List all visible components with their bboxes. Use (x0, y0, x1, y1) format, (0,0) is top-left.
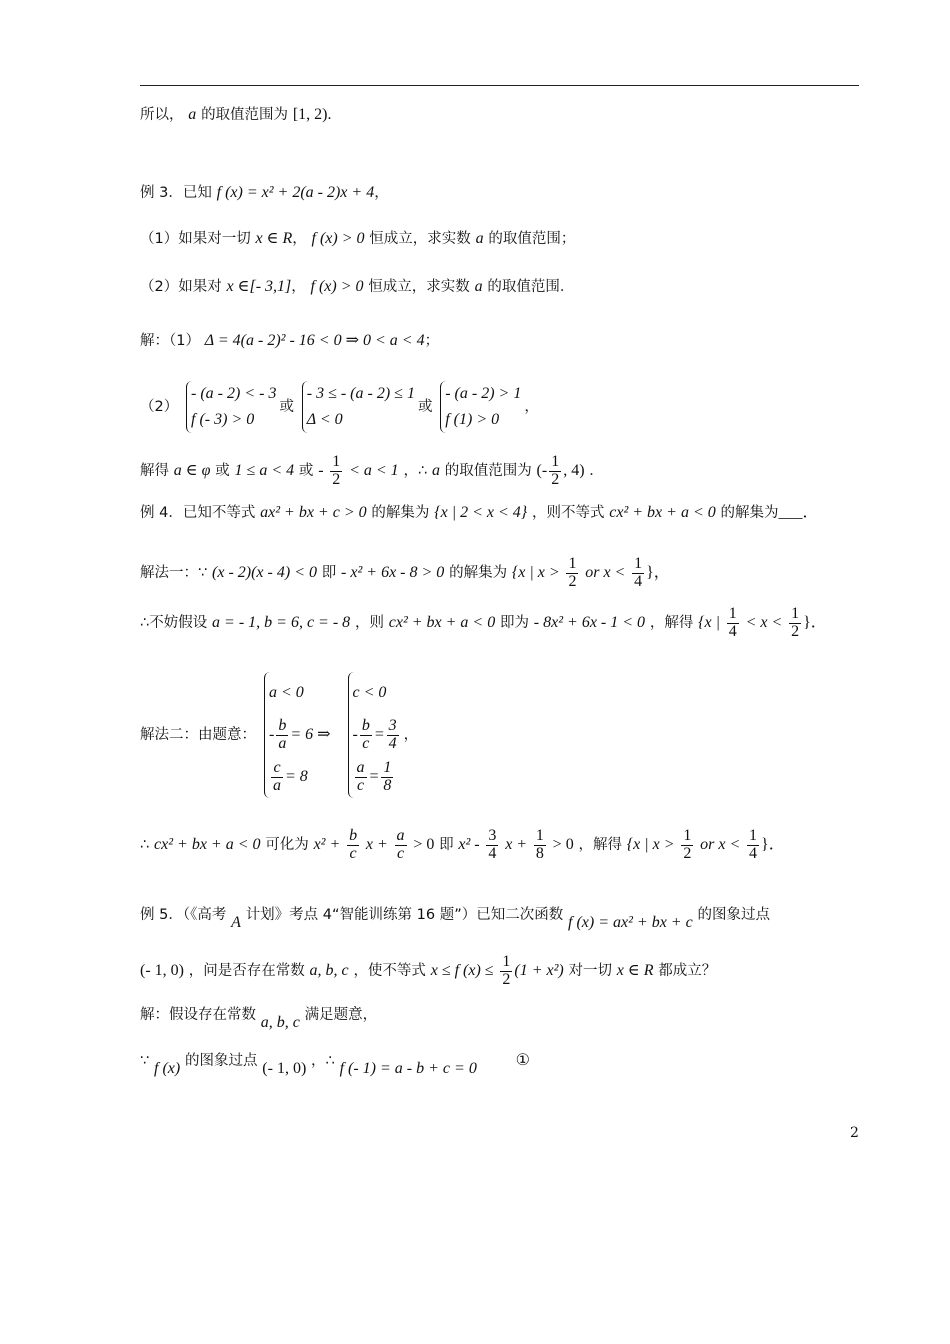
fraction: $\frac{3}{4}$ (388, 716, 397, 752)
fraction: $\frac{b}{a}$ (278, 716, 287, 752)
example-5-line-4: ∵ f (x) 的图象过点 (- 1, 0) ，∴ f (- 1) = a - b + c = 0 ① (140, 1052, 530, 1077)
fraction: $\frac{3}{4}$ (488, 826, 497, 862)
fraction: $\frac{1}{8}$ (383, 758, 392, 794)
fraction: $\frac{1}{2}$ (551, 452, 560, 488)
fraction: $\frac{b}{c}$ (349, 826, 358, 862)
method-1-line-1: 解法一：∵ (x - 2)(x - 4) < 0 即 - x² + 6x - 8 > 0 的解集为 {x | x > $\frac{1}{2}$ or x < $\frac{1}{4}$ }， (140, 554, 670, 590)
method-1-line-2: ∴不妨假设 a = - 1, b = 6, c = - 8 ，则 cx² + bx + a < 0 即为 - 8x² + 6x - 1 < 0 ，解得 {x | $\frac{1}{4}$ < x < $\frac{1}{2}$ }． (140, 604, 827, 640)
solution-3-result: 解得 a ∈ φ 或 1 ≤ a < 4 或 - $\frac{1}{2}$ < a < 1 ，∴ a 的取值范围为 (- $\frac{1}{2}$ , 4) ． (140, 452, 604, 488)
fraction: $\frac{c}{a}$ (273, 758, 281, 794)
fraction: $\frac{a}{c}$ (396, 826, 405, 862)
method-2-system: 解法二：由题意： a < 0 - $\frac{b}{a}$ = 6 ⇒ $\frac{c}{a}$ = 8 c < 0 - $\frac{b}{c}$ = $\frac{3}{4}$ $\frac{a}{c}$ = $\frac{1}{8}$ ， (140, 660, 418, 810)
page-number: 2 (850, 1125, 859, 1141)
fraction: $\frac{1}{2}$ (683, 826, 692, 862)
solution-3-part-1: 解：（1） Δ = 4(a - 2)² - 16 < 0 ⇒ 0 < a < 4； (140, 332, 440, 349)
fraction: $\frac{a}{c}$ (356, 758, 365, 794)
example-5-title: 例 5．（《高考 A 计划》考点 4“智能训练第 16 题”）已知二次函数 f (x) = ax² + bx + c 的图象过点 (140, 907, 770, 931)
fraction: $\frac{1}{2}$ (332, 452, 341, 488)
system-abc: a < 0 - $\frac{b}{a}$ = 6 ⇒ $\frac{c}{a}$ = 8 (264, 672, 331, 798)
system-3: - (a - 2) > 1 f (1) > 0 (440, 381, 521, 433)
fraction: $\frac{1}{4}$ (634, 554, 643, 590)
example-3-question-2: （2）如果对 x ∈[- 3,1]， f (x) > 0 恒成立，求实数 a 的取值范围． (140, 278, 575, 295)
system-1: - (a - 2) < - 3 f (- 3) > 0 (186, 381, 276, 433)
example-5-line-3: 解：假设存在常数 a, b, c 满足题意， (140, 1007, 378, 1031)
example-5-line-2: (- 1, 0) ，问是否存在常数 a, b, c ，使不等式 x ≤ f (x) ≤ $\frac{1}{2}$ (1 + x²) 对一切 x ∈ R 都成立？ (140, 952, 717, 988)
solution-3-part-2: （2） - (a - 2) < - 3 f (- 3) > 0 或 - 3 ≤ - (a - 2) ≤ 1 Δ < 0 或 - (a - 2) > 1 f (1) > 0 ， (140, 380, 539, 436)
example-4-title: 例 4．已知不等式 ax² + bx + c > 0 的解集为 {x | 2 < x < 4} ，则不等式 cx² + bx + a < 0 的解集为___． (140, 504, 819, 521)
fraction: $\frac{1}{8}$ (535, 826, 544, 862)
header-rule (140, 85, 859, 86)
method-2-line-2: ∴ cx² + bx + a < 0 可化为 x² + $\frac{b}{c}$ x + $\frac{a}{c}$ > 0 即 x² - $\frac{3}{4}$ x + $\frac{1}{8}$ > 0 ，解得 {x | x > $\frac{1}{2}$ or x < $\frac{1}{4}$ }． (140, 826, 785, 862)
fraction: $\frac{1}{4}$ (749, 826, 758, 862)
fraction: $\frac{1}{4}$ (728, 604, 737, 640)
fraction: $\frac{1}{2}$ (791, 604, 800, 640)
system-derived: c < 0 - $\frac{b}{c}$ = $\frac{3}{4}$ $\frac{a}{c}$ = $\frac{1}{8}$ (348, 672, 401, 798)
fraction: $\frac{b}{c}$ (361, 716, 370, 752)
fraction: $\frac{1}{2}$ (568, 554, 577, 590)
system-2: - 3 ≤ - (a - 2) ≤ 1 Δ < 0 (302, 381, 415, 433)
example-3-title: 例 3．已知 f (x) = x² + 2(a - 2)x + 4， (140, 184, 389, 201)
conclusion-line: 所以， a 的取值范围为 [1, 2). (140, 106, 332, 123)
example-3-question-1: （1）如果对一切 x ∈ R， f (x) > 0 恒成立，求实数 a 的取值范围； (140, 230, 576, 247)
fraction: $\frac{1}{2}$ (502, 952, 511, 988)
